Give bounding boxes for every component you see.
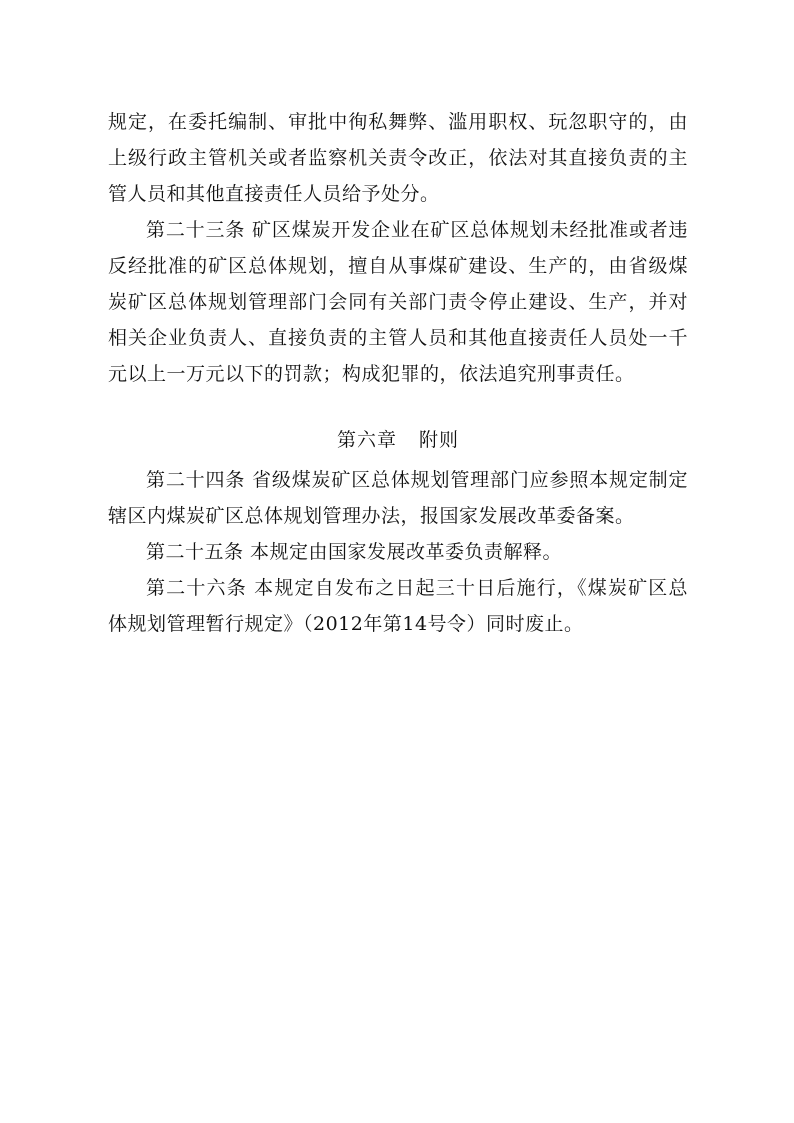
paragraph-article-22-continued: 规定，在委托编制、审批中徇私舞弊、滥用职权、玩忽职守的，由上级行政主管机关或者监察机关责令改正，依法对其直接负责的主管人员和其他直接责任人员给予处分。: [108, 111, 688, 205]
chapter-title: 附则: [419, 429, 460, 451]
document-body: [108, 104, 688, 642]
paragraph-article-24: 第二十四条 省级煤炭矿区总体规划管理部门应参照本规定制定辖区内煤炭矿区总体规划管理办法，报国家发展改革委备案。: [108, 469, 688, 527]
chapter-number: 第六章: [336, 429, 397, 451]
chapter-heading: [108, 422, 688, 458]
paragraph-article-23: 第二十三条 矿区煤炭开发企业在矿区总体规划未经批准或者违反经批准的矿区总体规划，擅自从事煤矿建设、生产的，由省级煤炭矿区总体规划管理部门会同有关部门责令停止建设、生产，并对相关企业负责人、直接负责的主管人员和其他直接责任人员处一千元以上一万元以下的罚款；构成犯罪的，依法追究刑事责任。: [108, 219, 688, 385]
paragraph-article-26: 第二十六条 本规定自发布之日起三十日后施行，《煤炭矿区总体规划管理暂行规定》（2012年第14号令）同时废止。: [108, 577, 688, 635]
paragraph-article-25: 第二十五条 本规定由国家发展改革委负责解释。: [146, 541, 563, 563]
